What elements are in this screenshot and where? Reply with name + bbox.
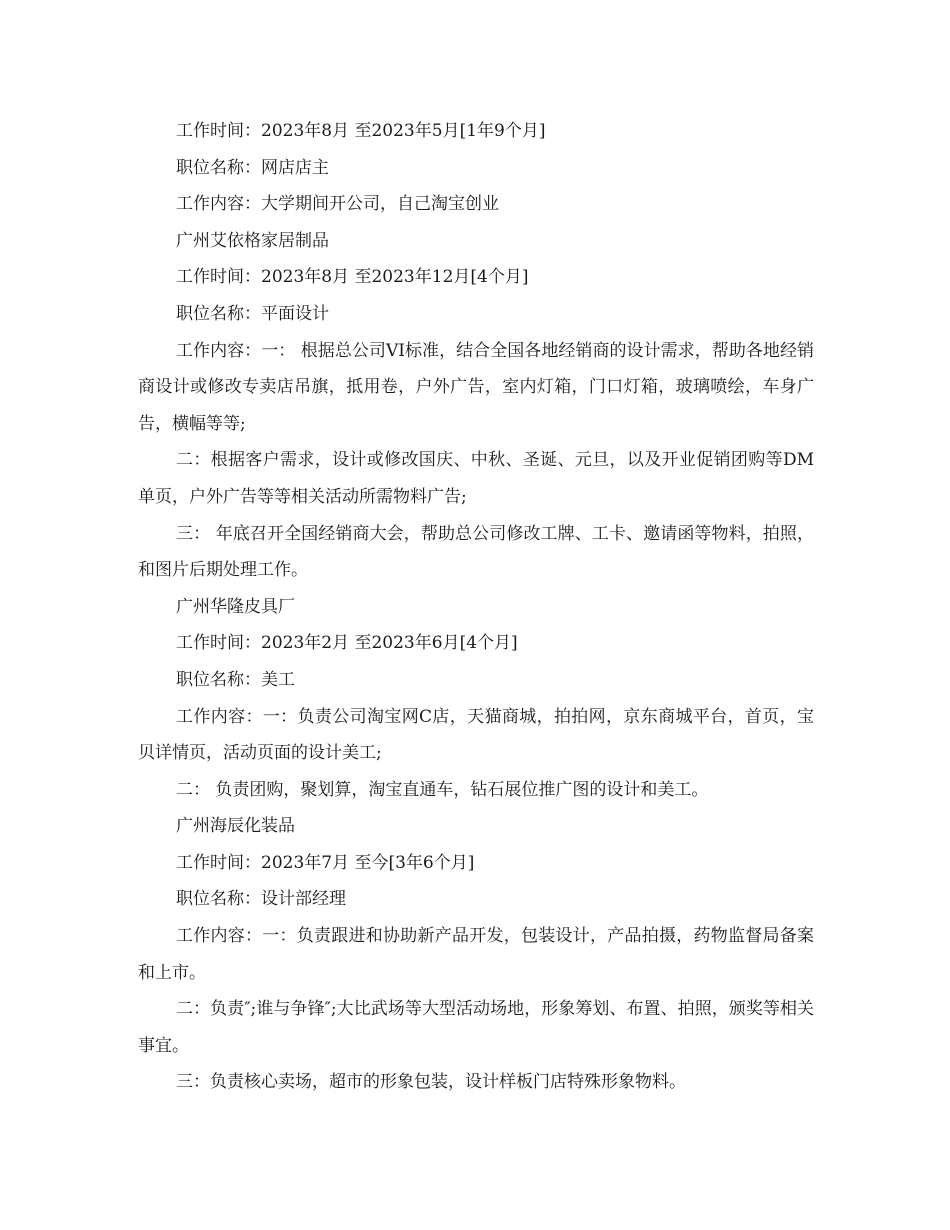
entry1-time: 工作时间：2023年8月 至2023年5月[1年9个月] xyxy=(176,121,546,141)
entry4-content-2: 二：负责″;谁与争锋″;大比武场等大型活动场地，形象筹划、布置、拍照，颁奖等相关事宜。 xyxy=(138,999,814,1056)
entry2-content-1: 工作内容：一： 根据总公司VI标准，结合全国各地经销商的设计需求，帮助各地经销商设计或修改专卖店吊旗，抵用卷，户外广告，室内灯箱，门口灯箱，玻璃喷绘，车身广告，横幅等等; xyxy=(138,340,814,434)
entry4-time: 工作时间：2023年7月 至今[3年6个月] xyxy=(176,852,475,873)
entry3-position: 职位名称：美工 xyxy=(176,669,295,690)
entry4-content-3: 三：负责核心卖场，超市的形象包装，设计样板门店特殊形象物料。 xyxy=(176,1072,686,1093)
entry3-content-2: 二： 负责团购，聚划算，淘宝直通车，钻石展位推广图的设计和美工。 xyxy=(176,779,709,800)
entry1-position: 职位名称：网店店主 xyxy=(176,157,329,178)
entry3-company: 广州华隆皮具厂 xyxy=(176,596,295,617)
entry2-company: 广州艾依格家居制品 xyxy=(176,230,329,251)
entry4-company: 广州海辰化装品 xyxy=(176,816,295,837)
entry2-content-2: 二：根据客户需求，设计或修改国庆、中秋、圣诞、元旦，以及开业促销团购等DM单页，户外广告等等相关活动所需物料广告; xyxy=(138,450,814,507)
entry2-position: 职位名称：平面设计 xyxy=(176,303,329,324)
entry4-position: 职位名称：设计部经理 xyxy=(176,889,346,910)
document-body xyxy=(138,113,814,1101)
entry3-time: 工作时间：2023年2月 至2023年6月[4个月] xyxy=(176,633,518,654)
entry2-content-3: 三： 年底召开全国经销商大会，帮助总公司修改工牌、工卡、邀请函等物料，拍照，和图片后期处理工作。 xyxy=(138,523,814,581)
entry3-content-1: 工作内容：一：负责公司淘宝网C店，天猫商城，拍拍网，京东商城平台，首页，宝贝详情页，活动页面的设计美工; xyxy=(138,706,814,764)
entry2-time: 工作时间：2023年8月 至2023年12月[4个月] xyxy=(176,267,529,288)
entry1-content: 工作内容：大学期间开公司，自己淘宝创业 xyxy=(176,194,499,215)
entry4-content-1: 工作内容：一：负责跟进和协助新产品开发，包装设计，产品拍摄，药物监督局备案和上市。 xyxy=(138,926,814,983)
